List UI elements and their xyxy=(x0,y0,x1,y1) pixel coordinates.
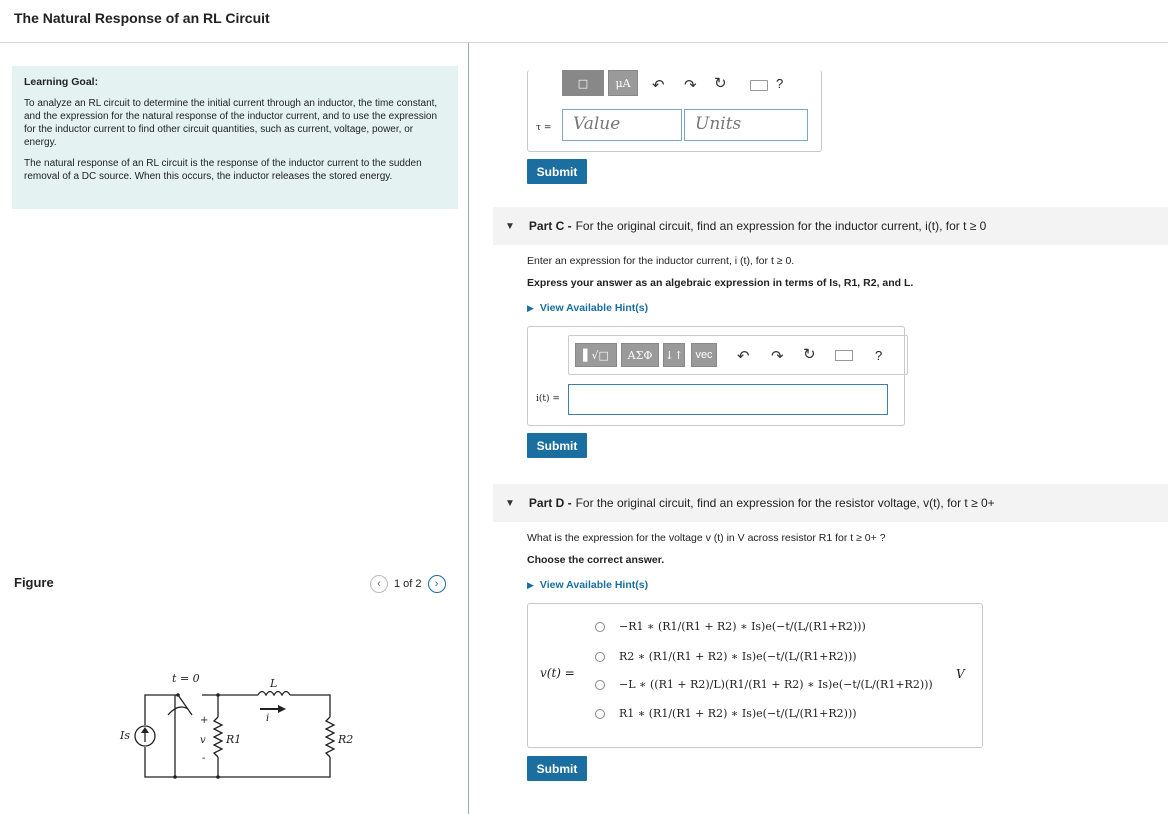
header-divider xyxy=(0,42,1168,43)
r2-label: R2 xyxy=(338,733,354,746)
source-label: Is xyxy=(120,729,130,742)
option-2-text: R2 ∗ (R1/(R1 + R2) ∗ Is)e(−t/(L/(R1+R2))) xyxy=(619,650,857,663)
r1-label: R1 xyxy=(226,733,242,746)
learning-goal-note: The natural response of an RL circuit is the response of the inductor current to the sudden removal of a DC source. When this occurs, the inductor releases the stored energy. xyxy=(24,158,422,182)
arrows-button[interactable]: ↓↑ xyxy=(663,343,685,367)
keyboard-icon[interactable] xyxy=(835,350,853,361)
part-c-toolbar xyxy=(568,335,908,375)
radio-button[interactable] xyxy=(595,680,605,690)
radio-button[interactable] xyxy=(595,652,605,662)
part-c-hint[interactable] xyxy=(527,302,648,314)
option-4[interactable] xyxy=(595,707,857,720)
switch-time-label: t = 0 xyxy=(172,672,200,685)
reset-icon[interactable]: ↻ xyxy=(714,75,727,92)
part-b-answer-box xyxy=(527,70,822,152)
undo-icon[interactable]: ↶ xyxy=(737,348,750,365)
help-icon[interactable]: ? xyxy=(776,76,784,91)
part-d-submit-button[interactable]: Submit xyxy=(527,756,587,781)
part-d-header[interactable] xyxy=(493,484,1168,522)
option-3[interactable] xyxy=(595,678,933,691)
part-c-hint-link[interactable]: View Available Hint(s) xyxy=(539,302,649,314)
inductor-label: L xyxy=(270,677,278,690)
part-d-question: What is the expression for the voltage v (t) in V across resistor R1 for t ≥ 0+ ? xyxy=(527,532,886,544)
part-c-label: Part C - xyxy=(528,219,572,233)
pane-divider[interactable] xyxy=(468,43,469,814)
option-2[interactable] xyxy=(595,650,857,663)
circuit-diagram xyxy=(110,665,360,785)
part-c-header[interactable] xyxy=(493,207,1168,245)
chevron-right-icon[interactable]: › xyxy=(428,575,446,593)
vec-button[interactable]: vec xyxy=(691,343,717,367)
radio-button[interactable] xyxy=(595,622,605,632)
part-b-submit-button[interactable]: Submit xyxy=(527,159,587,184)
greek-button[interactable]: ΑΣΦ xyxy=(621,343,659,367)
part-d-hint-link[interactable]: View Available Hint(s) xyxy=(539,579,649,591)
part-c-instruction: Enter an expression for the inductor current, i (t), for t ≥ 0. xyxy=(527,255,795,267)
voltage-plus: + xyxy=(200,715,209,726)
part-d-answer-box xyxy=(527,603,983,748)
units-input[interactable]: Units xyxy=(684,109,808,141)
part-b-toolbar xyxy=(562,70,638,96)
units-button[interactable]: μA xyxy=(608,70,638,96)
option-4-text: R1 ∗ (R1/(R1 + R2) ∗ Is)e(−t/(L/(R1+R2))) xyxy=(619,707,857,720)
vt-label: v(t) = xyxy=(540,666,575,680)
learning-goal-heading: Learning Goal: xyxy=(24,76,99,88)
collapse-icon[interactable]: ▼ xyxy=(505,220,515,232)
figure-page-count: 1 of 2 xyxy=(394,578,422,590)
part-c-submit-button[interactable]: Submit xyxy=(527,433,587,458)
part-c-express: Express your answer as an algebraic expression in terms of Is, R1, R2, and L. xyxy=(527,277,914,289)
reset-icon[interactable]: ↻ xyxy=(803,346,816,363)
voltage-minus: - xyxy=(202,753,206,764)
voltage-label: v xyxy=(200,735,206,746)
it-label: i(t) = xyxy=(536,394,560,404)
current-label: i xyxy=(266,713,270,724)
option-3-text: −L ∗ ((R1 + R2)/L)(R1/(R1 + R2) ∗ Is)e(−t/(L/(R1+R2))) xyxy=(619,678,933,691)
option-1-text: −R1 ∗ (R1/(R1 + R2) ∗ Is)e(−t/(L/(R1+R2))) xyxy=(619,620,866,633)
learning-goal-panel xyxy=(12,66,458,209)
tau-label: τ = xyxy=(536,123,552,133)
part-c-title: For the original circuit, find an expression for the inductor current, i(t), for t ≥ 0 xyxy=(575,219,987,233)
figure-pager xyxy=(370,575,446,593)
part-d-title: For the original circuit, find an expression for the resistor voltage, v(t), for t ≥ 0+ xyxy=(575,496,995,510)
page-title: The Natural Response of an RL Circuit xyxy=(14,10,270,26)
learning-goal-text: To analyze an RL circuit to determine the initial current through an inductor, the time constant, and the expression for the natural response of the inductor current, and to use the expression for the inductor current to find other circuit quantities, such as current, voltage, power, or energy. xyxy=(24,98,438,148)
figure-label: Figure xyxy=(14,575,54,590)
keyboard-icon[interactable] xyxy=(750,80,768,91)
unit-label: V xyxy=(956,667,965,681)
templates-button[interactable]: □ xyxy=(562,70,604,96)
part-d-label: Part D - xyxy=(528,496,572,510)
help-icon[interactable]: ? xyxy=(875,348,883,363)
part-c-answer-box xyxy=(527,326,905,426)
value-input[interactable]: Value xyxy=(562,109,682,141)
redo-icon[interactable]: ↷ xyxy=(684,77,697,94)
part-d-hint[interactable] xyxy=(527,579,648,591)
expression-input[interactable] xyxy=(568,384,888,415)
undo-icon[interactable]: ↶ xyxy=(652,77,665,94)
option-1[interactable] xyxy=(595,620,866,633)
part-d-choose: Choose the correct answer. xyxy=(527,554,665,566)
chevron-left-icon[interactable]: ‹ xyxy=(370,575,388,593)
templates-button[interactable]: ▌√□ xyxy=(575,343,617,367)
radio-button[interactable] xyxy=(595,709,605,719)
collapse-icon[interactable]: ▼ xyxy=(505,497,515,509)
caret-right-icon: ▶ xyxy=(527,302,534,313)
redo-icon[interactable]: ↷ xyxy=(771,348,784,365)
caret-right-icon: ▶ xyxy=(527,579,534,590)
